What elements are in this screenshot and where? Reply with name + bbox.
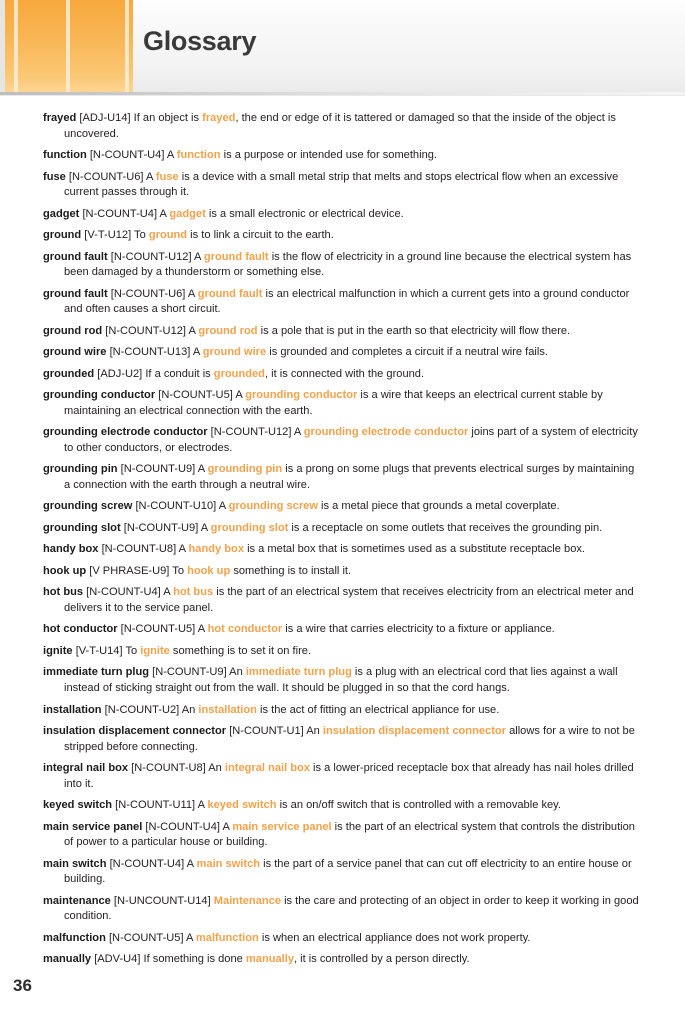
part-of-speech-label: [N-COUNT-U4] [89, 149, 165, 162]
definition-text: is a purpose or intended use for something. [220, 149, 437, 162]
highlighted-term: manually [245, 953, 294, 966]
glossary-term: grounding pin [43, 463, 118, 476]
glossary-term: hot bus [43, 586, 84, 599]
highlighted-term: ground [148, 229, 188, 242]
glossary-term: fuse [43, 170, 66, 183]
page-header [0, 0, 685, 96]
glossary-entry [43, 931, 640, 947]
definition-text: is a metal box that is sometimes used as a substitute receptacle box. [244, 543, 585, 556]
glossary-entry [43, 345, 640, 361]
definition-text: is an electrical malfunction in which a current gets into a ground conductor and often causes a short circuit. [64, 287, 630, 316]
glossary-term: handy box [43, 543, 99, 556]
definition-lead: A [166, 149, 177, 162]
definition-text: is to link a circuit to the earth. [187, 229, 334, 242]
glossary-entry [43, 425, 640, 456]
glossary-entry [43, 703, 640, 719]
definition-lead: A [197, 799, 208, 812]
part-of-speech-label: [N-COUNT-U12] [110, 250, 192, 263]
definition-text: is the act of fitting an electrical appliance for use. [256, 703, 500, 716]
definition-text: is a wire that carries electricity to a fixture or appliance. [282, 623, 555, 636]
tab-edge [0, 0, 5, 95]
definition-text: joins part of a system of electricity to other conductors, or electrodes. [64, 426, 638, 454]
definition-lead: A [145, 170, 156, 183]
glossary-entry [43, 564, 640, 580]
glossary-entry [43, 724, 640, 755]
highlighted-term: frayed [202, 112, 236, 124]
glossary-term: integral nail box [43, 762, 129, 775]
highlighted-term: gadget [169, 207, 206, 220]
definition-lead: If a conduit is [145, 367, 214, 380]
definition-lead: An [208, 762, 225, 775]
highlighted-term: malfunction [195, 931, 259, 944]
glossary-entry [43, 857, 640, 888]
part-of-speech-label: [N-COUNT-U8] [131, 762, 206, 775]
part-of-speech-label: [N-COUNT-U9] [123, 521, 199, 534]
definition-lead: A [178, 543, 189, 556]
highlighted-term: ground wire [202, 346, 267, 359]
glossary-entry [43, 894, 640, 925]
glossary-term: grounding screw [43, 500, 133, 513]
part-of-speech-label: [V-T-U14] [75, 644, 123, 657]
highlighted-term: hot conductor [207, 623, 283, 636]
definition-text: is the part of an electrical system that controls the distribution of power to a particular house or building. [64, 820, 635, 849]
glossary-term: hook up [43, 564, 87, 577]
glossary-entry [43, 462, 640, 493]
highlighted-term: insulation displacement connector [322, 725, 506, 737]
highlighted-term: ground fault [203, 250, 269, 263]
definition-lead: A [218, 500, 229, 513]
definition-lead: An [229, 666, 246, 679]
definition-lead: A [192, 346, 203, 359]
definition-lead: A [187, 287, 198, 300]
tab-stripe [14, 0, 18, 95]
part-of-speech-label: [ADV-U4] [94, 953, 141, 966]
glossary-entry [43, 250, 640, 281]
glossary-entry [43, 228, 640, 244]
highlighted-term: grounding conductor [245, 389, 358, 402]
glossary-entry [43, 644, 640, 660]
definition-lead: A [197, 463, 208, 476]
definition-lead: A [186, 931, 196, 944]
part-of-speech-label: [N-COUNT-U4] [86, 586, 161, 599]
part-of-speech-label: [N-COUNT-U4] [145, 820, 220, 833]
definition-lead: To [172, 564, 188, 577]
part-of-speech-label: [N-COUNT-U6] [68, 170, 144, 183]
definition-text: is a lower-priced receptacle box that already has nail holes drilled into it. [64, 762, 634, 790]
glossary-entry [43, 499, 640, 515]
glossary-entry [43, 952, 640, 968]
part-of-speech-label: [N-COUNT-U12] [210, 426, 292, 439]
definition-text: is the part of an electrical system that receives electricity from an electrical meter and delivers it to the service panel. [64, 586, 634, 614]
glossary-entry [43, 170, 640, 201]
highlighted-term: ignite [140, 644, 170, 657]
glossary-entry [43, 585, 640, 616]
tab-stripe [66, 0, 70, 95]
highlighted-term: handy box [188, 543, 244, 556]
glossary-entry [43, 148, 640, 164]
definition-text: is a metal piece that grounds a metal coverplate. [317, 500, 560, 513]
glossary-term: function [43, 149, 87, 162]
glossary-entry [43, 820, 640, 851]
definition-lead: To [134, 229, 149, 242]
highlighted-term: hook up [187, 564, 231, 577]
glossary-entry [43, 207, 640, 223]
definition-text: is the flow of electricity in a ground line because the electrical system has been damaged by a thunderstorm or something else. [64, 250, 632, 279]
glossary-term: ground fault [43, 287, 108, 300]
part-of-speech-label: [N-COUNT-U12] [105, 324, 186, 337]
part-of-speech-label: [N-COUNT-U8] [101, 543, 177, 556]
glossary-entry [43, 324, 640, 340]
part-of-speech-label: [N-COUNT-U4] [109, 857, 185, 870]
part-of-speech-label: [N-COUNT-U6] [110, 287, 186, 300]
definition-lead: An [306, 725, 323, 737]
highlighted-term: ground rod [198, 324, 258, 337]
definition-lead: A [293, 426, 304, 439]
part-of-speech-label: [N-COUNT-U9] [152, 666, 227, 679]
highlighted-term: ground fault [197, 287, 263, 300]
definition-lead: If an object is [133, 112, 203, 124]
highlighted-term: grounding pin [207, 463, 283, 476]
glossary-term: ground [43, 229, 82, 242]
definition-text: is an on/off switch that is controlled with a removable key. [276, 799, 561, 812]
glossary-term: ignite [43, 644, 73, 657]
definition-text: is a pole that is put in the earth so that electricity will flow there. [257, 324, 571, 337]
glossary-term: manually [43, 953, 92, 966]
definition-text: is a prong on some plugs that prevents electrical surges by maintaining a connection with the earth through a neutral wire. [64, 463, 635, 491]
definition-text: is a plug with an electrical cord that lies against a wall instead of sticking straight out from the wall. It should be plugged in so that the cord hangs. [64, 666, 618, 695]
glossary-term: ground rod [43, 324, 103, 337]
part-of-speech-label: [N-COUNT-U1] [229, 725, 304, 737]
glossary-term: insulation displacement connector [43, 725, 227, 737]
definition-lead: A [222, 820, 233, 833]
definition-text: allows for a wire to not be stripped before connecting. [64, 725, 635, 753]
glossary-term: grounding electrode conductor [43, 426, 208, 439]
definition-lead: An [181, 703, 199, 716]
part-of-speech-label: [V PHRASE-U9] [89, 564, 170, 577]
part-of-speech-label: [N-COUNT-U5] [120, 623, 196, 636]
glossary-term: grounding slot [43, 521, 121, 534]
glossary-term: frayed [43, 112, 77, 124]
definition-lead: A [197, 623, 208, 636]
glossary-entry [43, 761, 640, 792]
part-of-speech-label: [N-COUNT-U10] [135, 500, 217, 513]
definition-text: is when an electrical appliance does not work property. [258, 931, 531, 944]
highlighted-term: main service panel [232, 820, 332, 833]
glossary-entry [43, 798, 640, 814]
glossary-term: main switch [43, 857, 107, 870]
glossary-term: ground fault [43, 250, 108, 263]
highlighted-term: grounding slot [210, 521, 289, 534]
glossary-entry [43, 287, 640, 318]
definition-lead: A [159, 207, 170, 220]
highlighted-term: fuse [155, 170, 179, 183]
glossary-term: immediate turn plug [43, 666, 150, 679]
definition-text: something is to install it. [230, 564, 352, 577]
definition-text: is a small electronic or electrical device. [205, 207, 404, 220]
highlighted-term: grounding electrode conductor [303, 426, 469, 439]
definition-text: is a receptacle on some outlets that receives the grounding pin. [288, 521, 603, 534]
part-of-speech-label: [ADJ-U14] [79, 112, 131, 124]
glossary-list [43, 111, 640, 974]
definition-text: is grounded and completes a circuit if a neutral wire fails. [266, 346, 548, 359]
glossary-entry [43, 665, 640, 696]
highlighted-term: keyed switch [207, 799, 277, 812]
part-of-speech-label: [V-T-U12] [84, 229, 132, 242]
definition-text: is a device with a small metal strip that melts and stops electrical flow when an excessive current passes through it. [64, 170, 619, 199]
definition-text: something is to set it on fire. [169, 644, 312, 657]
glossary-term: malfunction [43, 931, 106, 944]
glossary-entry [43, 622, 640, 638]
highlighted-term: function [176, 149, 221, 162]
definition-lead: A [186, 857, 197, 870]
page-number: 36 [13, 976, 32, 995]
definition-text: , it is controlled by a person directly. [294, 953, 470, 966]
highlighted-term: Maintenance [213, 894, 281, 907]
page-title: Glossary [143, 26, 257, 56]
glossary-term: keyed switch [43, 799, 113, 812]
glossary-term: gadget [43, 207, 80, 220]
part-of-speech-label: [N-COUNT-U9] [120, 463, 196, 476]
glossary-entry [43, 521, 640, 537]
definition-lead: To [125, 644, 141, 657]
part-of-speech-label: [N-COUNT-U4] [82, 207, 158, 220]
highlighted-term: main switch [196, 857, 261, 870]
highlighted-term: hot bus [173, 586, 214, 599]
glossary-term: hot conductor [43, 623, 118, 636]
definition-text: , the end or edge of it is tattered or damaged so that the inside of the object is uncovered. [64, 112, 616, 140]
glossary-term: main service panel [43, 820, 143, 833]
highlighted-term: integral nail box [224, 762, 310, 775]
definition-lead: A [235, 389, 246, 402]
glossary-entry [43, 542, 640, 558]
definition-text: is the part of a service panel that can cut off electricity to an entire house or building. [64, 857, 632, 886]
part-of-speech-label: [N-COUNT-U5] [158, 389, 233, 402]
definition-text: is a wire that keeps an electrical current stable by maintaining an electrical connection with the earth. [64, 389, 603, 417]
definition-lead: A [188, 324, 199, 337]
definition-lead: A [163, 586, 174, 599]
part-of-speech-label: [N-COUNT-U13] [109, 346, 191, 359]
definition-text: , it is connected with the ground. [264, 367, 425, 380]
highlighted-term: grounded [213, 367, 265, 380]
glossary-entry [43, 388, 640, 419]
definition-text: is the care and protecting of an object in order to keep it working in good condition. [64, 894, 639, 923]
header-tab-decoration [0, 0, 133, 95]
header-divider [0, 92, 685, 95]
highlighted-term: immediate turn plug [245, 666, 352, 679]
glossary-entry [43, 367, 640, 383]
highlighted-term: installation [198, 703, 257, 716]
highlighted-term: grounding screw [228, 500, 318, 513]
part-of-speech-label: [ADJ-U2] [97, 367, 143, 380]
glossary-term: installation [43, 703, 102, 716]
glossary-term: maintenance [43, 894, 111, 907]
part-of-speech-label: [N-UNCOUNT-U14] [113, 894, 211, 907]
glossary-term: ground wire [43, 346, 107, 359]
definition-lead: If something is done [143, 953, 246, 966]
part-of-speech-label: [N-COUNT-U5] [108, 931, 184, 944]
part-of-speech-label: [N-COUNT-U11] [115, 799, 196, 812]
definition-lead: A [194, 250, 204, 263]
definition-lead: A [200, 521, 211, 534]
part-of-speech-label: [N-COUNT-U2] [104, 703, 180, 716]
glossary-term: grounding conductor [43, 389, 156, 402]
tab-stripe [125, 0, 129, 95]
glossary-entry [43, 111, 640, 142]
glossary-term: grounded [43, 367, 95, 380]
